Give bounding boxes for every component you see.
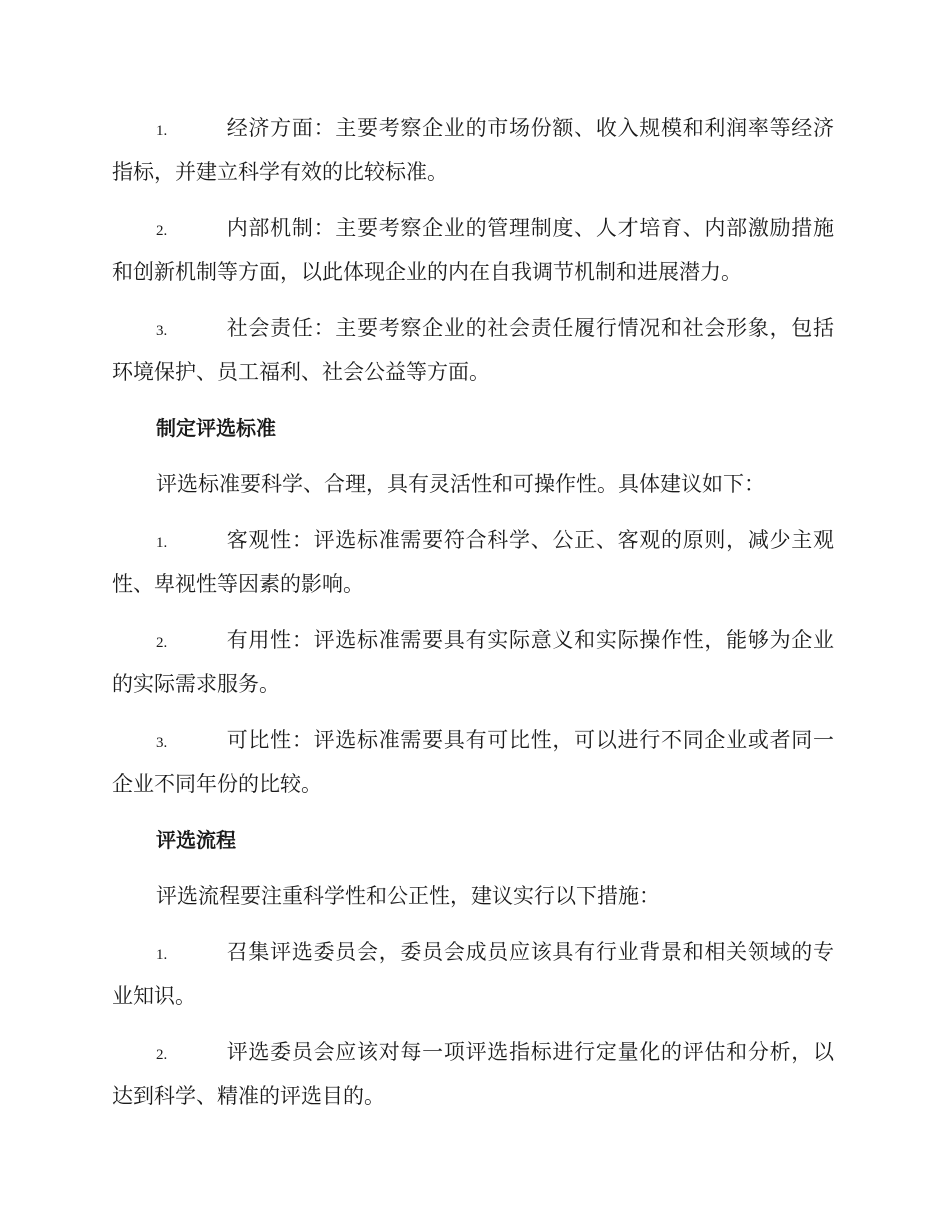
section-intro-standards: 评选标准要科学、合理，具有灵活性和可操作性。具体建议如下： (156, 472, 765, 496)
list-item (112, 308, 834, 393)
document-page (112, 108, 834, 1132)
list-item (112, 720, 834, 805)
list-item (112, 108, 834, 193)
section-heading-standards: 制定评选标准 (156, 416, 276, 440)
list-text: 社会责任：主要考察企业的社会责任履行情况和社会形象，包括环境保护、员工福利、社会公益等方面。 (112, 316, 834, 384)
list-item (112, 208, 834, 293)
section-heading-process: 评选流程 (156, 828, 236, 852)
list-text: 有用性：评选标准需要具有实际意义和实际操作性，能够为企业的实际需求服务。 (112, 628, 834, 696)
list-text: 可比性：评选标准需要具有可比性，可以进行不同企业或者同一企业不同年份的比较。 (112, 728, 834, 796)
list-number: 2. (156, 635, 168, 651)
list-item (112, 932, 834, 1017)
list-text: 召集评选委员会，委员会成员应该具有行业背景和相关领域的专业知识。 (112, 940, 834, 1008)
list-item (112, 1032, 834, 1117)
list-text: 客观性：评选标准需要符合科学、公正、客观的原则，减少主观性、卑视性等因素的影响。 (112, 528, 834, 596)
list-number: 1. (156, 123, 168, 139)
list-number: 2. (156, 1047, 168, 1063)
list-item (112, 620, 834, 705)
list-number: 1. (156, 947, 168, 963)
section-intro-process: 评选流程要注重科学性和公正性，建议实行以下措施： (156, 884, 660, 908)
list-number: 3. (156, 323, 168, 339)
list-number: 1. (156, 535, 168, 551)
list-text: 内部机制：主要考察企业的管理制度、人才培育、内部激励措施和创新机制等方面，以此体现企业的内在自我调节机制和进展潜力。 (112, 216, 834, 284)
list-text: 评选委员会应该对每一项评选指标进行定量化的评估和分析，以达到科学、精准的评选目的。 (112, 1040, 834, 1108)
list-number: 3. (156, 735, 168, 751)
list-number: 2. (156, 223, 168, 239)
list-text: 经济方面：主要考察企业的市场份额、收入规模和利润率等经济指标，并建立科学有效的比较标准。 (112, 116, 834, 184)
list-item (112, 520, 834, 605)
